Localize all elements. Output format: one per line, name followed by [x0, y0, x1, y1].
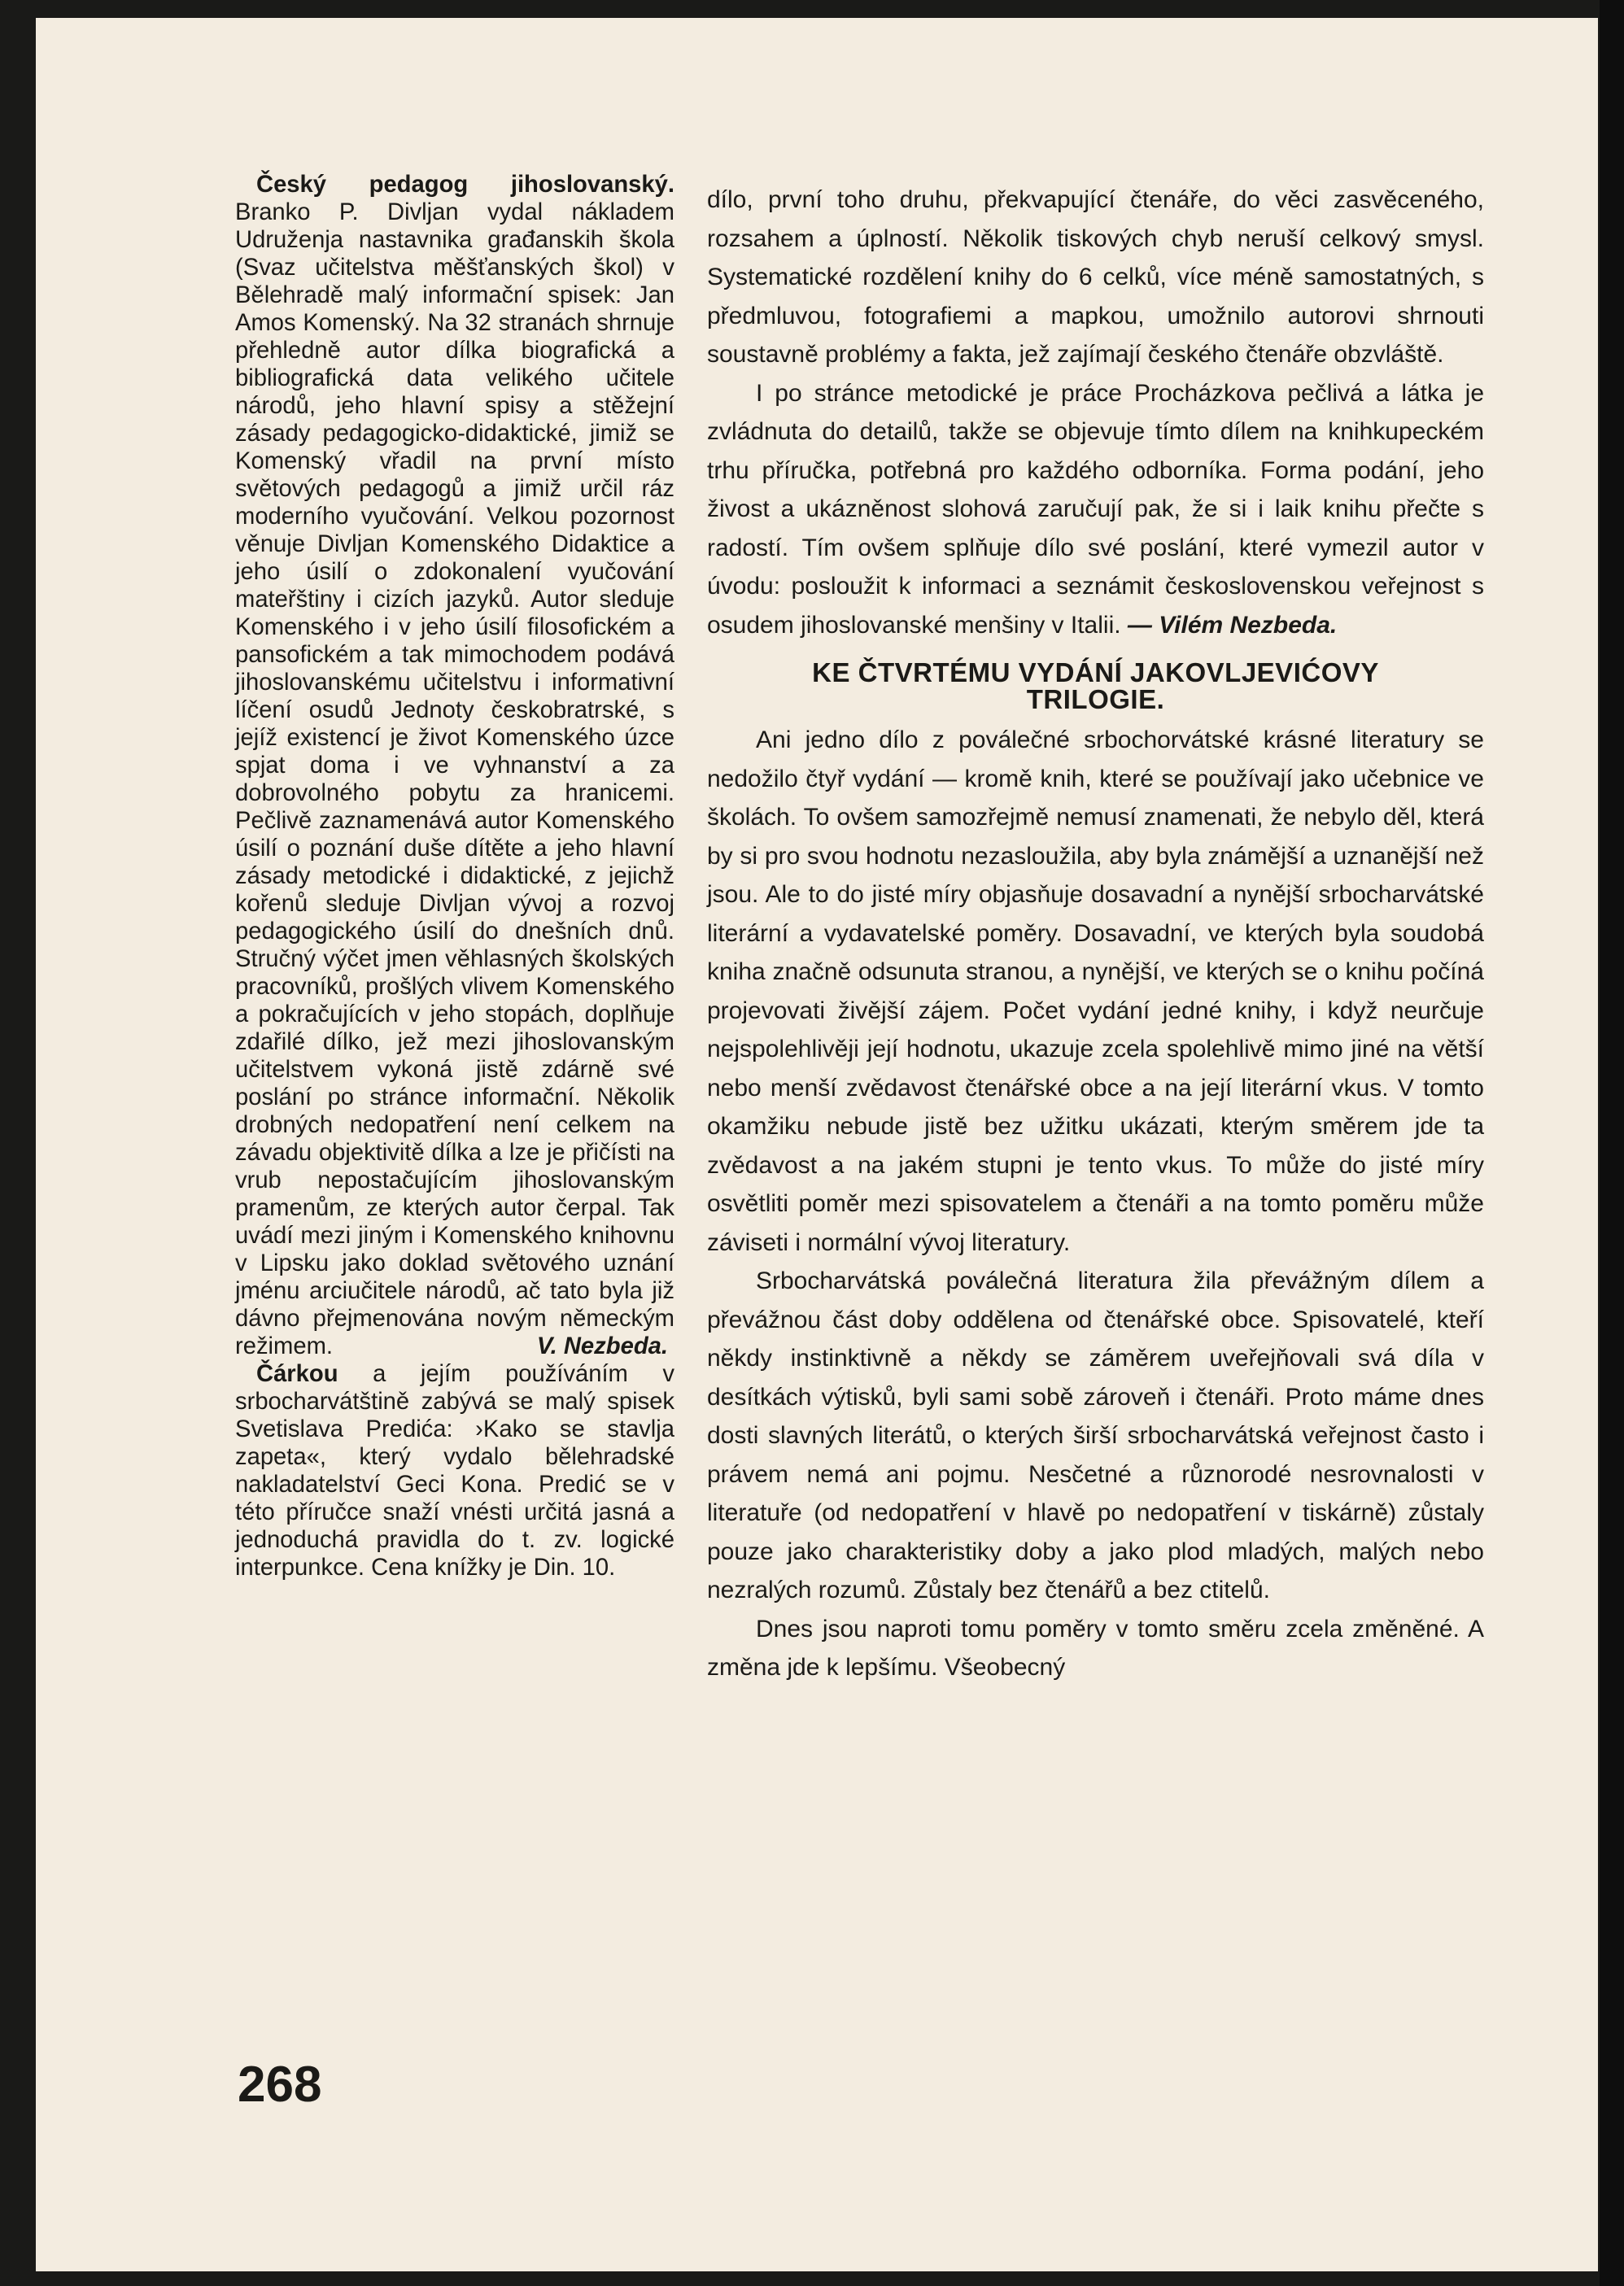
- scan-edge: [1600, 0, 1624, 2286]
- article-heading: [707, 659, 1484, 713]
- heading-line: KE ČTVRTÉMU VYDÁNÍ JAKOVLJEVIĆOVY: [812, 657, 1379, 687]
- review-teacher-divljan: [235, 171, 674, 1360]
- review-signature: V. Nezbeda.: [536, 1333, 668, 1359]
- review-body: a jejím používáním v srbocharvátštině zabývá se malý spisek Svetislava Predića: ›Kako se stavlja zapeta«, který vydalo bělehradské nakladatelství Geci Kona. Predić se v této příručce snaží vnésti určitá jasná a jednoduchá pravidla do t. zv. logické interpunkce. Cena knížky je Din. 10.: [235, 1361, 674, 1581]
- right-column: [707, 181, 1484, 1687]
- page-number: 268: [238, 2057, 322, 2113]
- paragraph: dílo, první toho druhu, překvapující čtenáře, do věci zasvěceného, rozsahem a úplností. Několik tiskových chyb neruší celkový smysl. Systematické rozdělení knihy do 6 celků, více méně samostatných, s předmluvou, fotografiemi a mapkou, umožnilo autorovi shrnouti soustavně problémy a fakta, jež zajímají českého čtenáře obzvláště.: [707, 186, 1484, 368]
- paragraph: Dnes jsou naproti tomu poměry v tomto směru zcela změněné. A změna jde k lepšímu. Všeobecný: [707, 1615, 1484, 1681]
- left-column: [235, 171, 674, 1581]
- review-comma-predic: [235, 1360, 674, 1581]
- review-body: Branko P. Divljan vydal nákladem Udruženja nastavnika građanskih škola (Svaz učitelstva měšťanských škol) v Bělehradě malý informační spisek: Jan Amos Komenský. Na 32 stranách shrnuje přehledně autor dílka biografická a bibliografická data velikého učitele národů, jeho hlavní spisy a stěžejní zásady pedagogicko-didaktické, jimiž se Komenský vřadil na první místo světových pedagogů a jimiž určil ráz moderního vyučování. Velkou pozornost věnuje Divljan Komenského Didaktice a jeho úsilí o zdokonalení vyučování mateřštiny i cizích jazyků. Autor sleduje Komenského i v jeho úsilí filosofickém a pansofickém a tak mimochodem podává jihoslovanskému učitelstvu i informativní líčení osudů Jednoty českobratrské, s jejíž existencí je život Komenského úzce spjat doma i ve vyhnanství a za dobrovolného pobytu za hranicemi. Pečlivě zaznamenává autor Komenského úsilí o poznání duše dítěte a jeho hlavní zásady metodické i didaktické, z jejichž kořenů sleduje Divljan vývoj a rozvoj pedagogického úsilí do dnešních dnů. Stručný výčet jmen věhlasných školských pracovníků, prošlých vlivem Komenského a pokračujících v jeho stopách, doplňuje zdařilé dílko, jež mezi jihoslovanským učitelstvem vykoná jistě zdárně své poslání po stránce informační. Několik drobných nedopatření není celkem na závadu objektivitě dílka a lze je přičísti na vrub nepostačujícím jihoslovanským pramenům, ze kterých autor čerpal. Tak uvádí mezi jiným i Komenského knihovnu v Lipsku jako doklad světového uznání jménu arciučitele národů, ač tato byla již dávno přejmenována novým německým režimem.: [235, 199, 674, 1359]
- review-lead-word: Čárkou: [256, 1361, 338, 1387]
- document-page: [36, 18, 1598, 2271]
- heading-line: TRILOGIE.: [1026, 684, 1165, 714]
- paragraph: Srbocharvátská poválečná literatura žila převážným dílem a převážnou část doby oddělena od čtenářské obce. Spisovatelé, kteří někdy instinktivně a někdy se záměrem uveřejňovali svá díla v desítkách výtisků, byli sami sobě zároveň i čtenáři. Proto máme dnes dosti slavných literátů, o kterých širší srbocharvátská veřejnost často i právem nemá ani pojmu. Nesčetné a různorodé nesrovnalosti v literatuře (od nedopatření v hlavě po nedopatření v tiskárně) zůstaly pouze jako charakteristiky doby a jako plod mladých, malých nebo nezralých rozumů. Zůstaly bez čtenářů a bez ctitelů.: [707, 1267, 1484, 1603]
- paragraph: [707, 374, 1484, 645]
- review-title: Český pedagog jihoslovanský.: [256, 172, 674, 198]
- review-signature: — Vilém Nezbeda.: [1127, 611, 1338, 639]
- paragraph: Ani jedno dílo z poválečné srbochorvátské krásné literatury se nedožilo čtyř vydání — kromě knih, které se používají jako učebnice ve školách. To ovšem samozřejmě nemusí znamenati, že nebylo děl, která by si pro svou hodnotu nezasloužila, aby byla známější a uznanější než jsou. Ale to do jisté míry objasňuje dosavadní a nynější srbocharvátské literární a vydavatelské poměry. Dosavadní, ve kterých byla soudobá kniha značně odsunuta stranou, a nynější, ve kterých se o knihu počíná projevovati živější zájem. Počet vydání jedné knihy, i když neurčuje nejspolehlivěji její hodnotu, ukazuje zcela spolehlivě mimo jiné na větší nebo menší zvědavost čtenářské obce a na její literární vkus. V tomto okamžiku nebude jistě bez užitku ukázati, kterým směrem jde ta zvědavost a na jakém stupni je tento vkus. To může do jisté míry osvětliti poměr mezi spisovatelem a čtenáři a na tomto poměru může záviseti i normální vývoj literatury.: [707, 726, 1484, 1256]
- paragraph-text: I po stránce metodické je práce Procházkova pečlivá a látka je zvládnuta do detailů, takže se objevuje tímto dílem na knihkupeckém trhu příručka, potřebná pro každého odborníka. Forma podání, jeho živost a ukázněnost slohová zaručují pak, že si i laik knihu přečte s radostí. Tím ovšem splňuje dílo své poslání, které vymezil autor v úvodu: posloužit k informaci a seznámit československou veřejnost s osudem jihoslovanské menšiny v Italii.: [707, 379, 1484, 639]
